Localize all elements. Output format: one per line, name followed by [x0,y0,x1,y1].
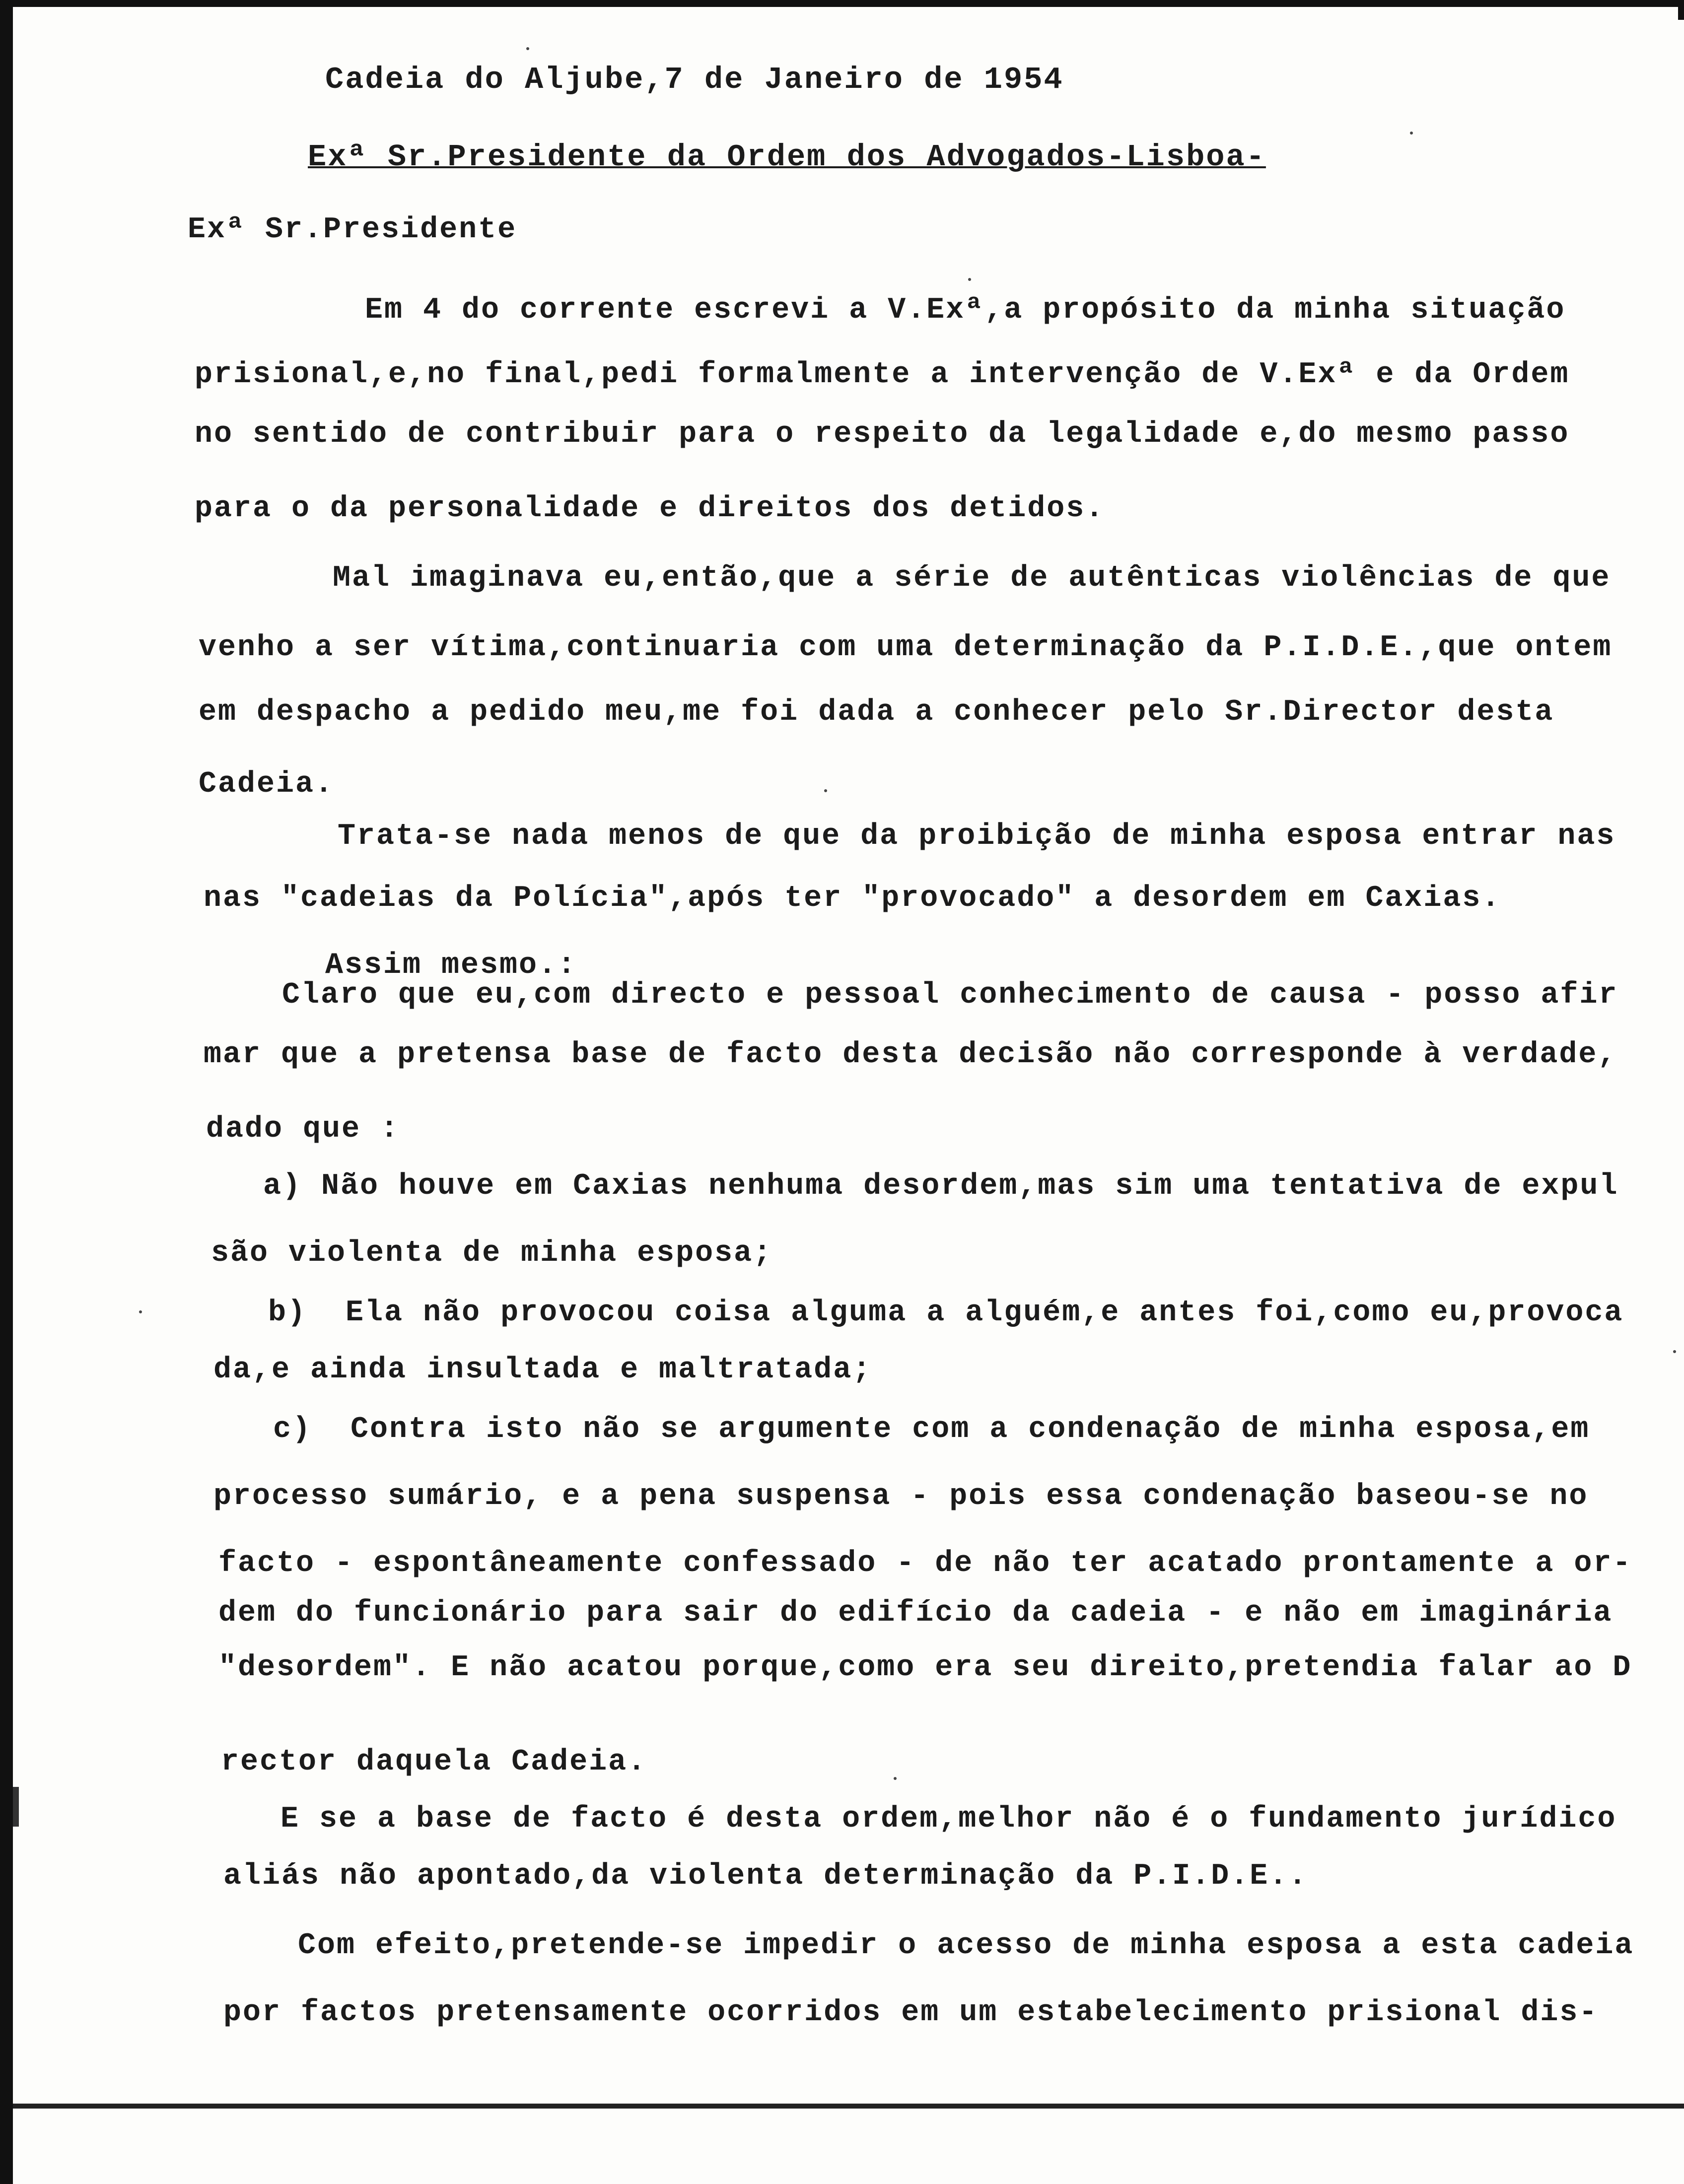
letter-line: a) Não houve em Caxias nenhuma desordem,mas sim uma tentativa de expul [263,1169,1619,1203]
letter-line: Cadeia. [199,767,335,801]
letter-line: Mal imaginava eu,então,que a série de autênticas violências de que [333,561,1611,595]
letter-line: dado que : [206,1112,400,1146]
scan-border-left-tick [13,1787,19,1827]
letter-addressee: Exª Sr.Presidente da Ordem dos Advogados-Lisboa- [308,139,1266,175]
scan-speck [1673,1350,1676,1353]
letter-line: "desordem". E não acatou porque,como era seu direito,pretendia falar ao D [218,1651,1632,1685]
scan-border-top [0,0,1684,7]
letter-line: facto - espontâneamente confessado - de não ter acatado prontamente a or- [218,1547,1632,1580]
scan-speck [1410,132,1413,135]
scan-speck [968,278,971,281]
scan-border-left [0,0,13,2184]
letter-line: Assim mesmo.: [325,949,577,982]
letter-line: Em 4 do corrente escrevi a V.Exª,a propósito da minha situação [365,293,1566,327]
letter-line: E se a base de facto é desta ordem,melhor não é o fundamento jurídico [281,1802,1617,1836]
letter-line: rector daquela Cadeia. [221,1745,647,1779]
letter-line: mar que a pretensa base de facto desta decisão não corresponde à verdade, [204,1038,1617,1072]
letter-line: para o da personalidade e direitos dos detidos. [195,492,1105,526]
scan-speck [526,47,529,50]
letter-line: são violenta de minha esposa; [211,1236,773,1270]
letter-line: aliás não apontado,da violenta determinação da P.I.D.E.. [223,1859,1308,1893]
letter-line: processo sumário, e a pena suspensa - pois essa condenação baseou-se no [213,1480,1589,1513]
letter-line: da,e ainda insultada e maltratada; [213,1353,872,1387]
scan-speck [139,1310,142,1313]
letter-place-date: Cadeia do Aljube,7 de Janeiro de 1954 [325,62,1064,97]
letter-line: Trata-se nada menos de que da proibição de minha esposa entrar nas [338,819,1616,853]
letter-line: venho a ser vítima,continuaria com uma determinação da P.I.D.E.,que ontem [199,631,1613,665]
scan-speck [824,789,827,792]
letter-line: Claro que eu,com directo e pessoal conhecimento de causa - posso afir [282,978,1618,1012]
scan-speck [894,1777,897,1780]
letter-line: em despacho a pedido meu,me foi dada a conhecer pelo Sr.Director desta [199,695,1554,729]
letter-line: b) Ela não provocou coisa alguma a alguém,e antes foi,como eu,provoca [268,1296,1624,1330]
letter-salutation: Exª Sr.Presidente [188,213,517,247]
letter-line: dem do funcionário para sair do edifício da cadeia - e não em imaginária [218,1596,1613,1630]
scan-border-bottom [13,2104,1684,2109]
letter-line: c) Contra isto não se argumente com a condenação de minha esposa,em [273,1413,1590,1446]
letter-line: no sentido de contribuir para o respeito da legalidade e,do mesmo passo [195,417,1570,451]
letter-line: nas "cadeias da Polícia",após ter "provocado" a desordem em Caxias. [204,882,1501,915]
letter-line: Com efeito,pretende-se impedir o acesso de minha esposa a esta cadeia [298,1929,1634,1963]
letter-line: por factos pretensamente ocorridos em um estabelecimento prisional dis- [223,1996,1599,2030]
letter-line: prisional,e,no final,pedi formalmente a intervenção de V.Exª e da Ordem [195,358,1570,392]
scan-border-right [1678,0,1684,20]
